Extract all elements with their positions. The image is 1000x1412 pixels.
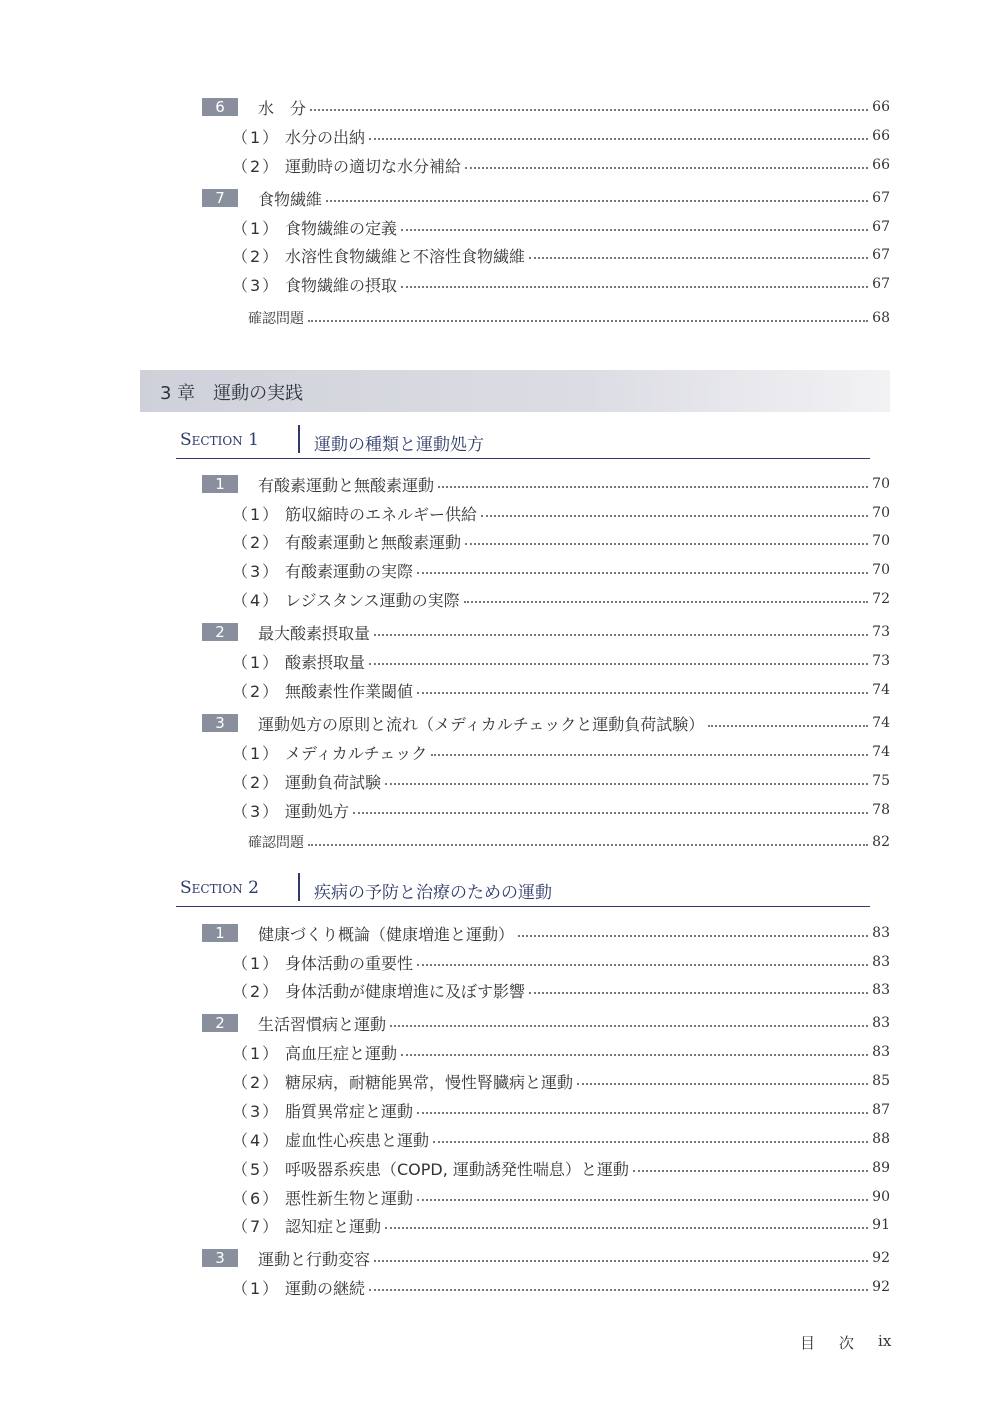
entry-number-box: 7 [202, 189, 238, 207]
entry-number-box: 2 [202, 1014, 238, 1032]
entry-line [258, 1247, 890, 1270]
toc-entry [0, 304, 1000, 332]
entry-line [285, 154, 890, 177]
toc-entry [0, 270, 1000, 298]
entry-line [285, 770, 890, 793]
toc-entry [0, 948, 1000, 976]
section-2-heading [176, 876, 870, 907]
dot-leader [438, 486, 868, 488]
section-2-label: Section 2 [180, 878, 259, 898]
toc-entry [0, 184, 1000, 212]
toc-entry [0, 499, 1000, 527]
entry-sub-number: （3） [232, 801, 281, 821]
entry-page-number: 91 [872, 1217, 890, 1233]
entry-title: 身体活動の重要性 [285, 953, 414, 973]
dot-leader [465, 167, 868, 169]
entry-sub-number: （2） [232, 1072, 281, 1092]
entry-title: 有酸素運動の実際 [285, 561, 414, 581]
entry-page-number: 85 [872, 1073, 890, 1089]
dot-leader [417, 1199, 868, 1201]
section-2-title: 疾病の予防と治療のための運動 [314, 883, 552, 903]
entry-line [285, 125, 890, 148]
section-1-label: Section 1 [180, 430, 259, 450]
entry-page-number: 68 [872, 310, 890, 326]
entry-page-number: 87 [872, 1102, 890, 1118]
entry-line [285, 1214, 890, 1237]
entry-page-number: 67 [872, 276, 890, 292]
entry-line [285, 799, 890, 822]
dot-leader [431, 754, 868, 756]
dot-leader [518, 935, 868, 937]
dot-leader [374, 634, 868, 636]
entry-title: 運動時の適切な水分補給 [285, 156, 462, 176]
footer-label-2: 次 [839, 1334, 855, 1352]
entry-page-number: 83 [872, 1044, 890, 1060]
dot-leader [369, 663, 868, 665]
entry-page-number: 66 [872, 157, 890, 173]
footer-label-1: 目 [800, 1334, 816, 1352]
section-1-heading [176, 428, 870, 459]
entry-title: 有酸素運動と無酸素運動 [258, 475, 435, 495]
entry-sub-number: （7） [232, 1216, 281, 1236]
entry-line [285, 1099, 890, 1122]
entry-page-number: 90 [872, 1189, 890, 1205]
entry-title: 脂質異常症と運動 [285, 1101, 414, 1121]
entry-number-box: 1 [202, 924, 238, 942]
entry-line [285, 650, 890, 673]
dot-leader [481, 515, 868, 517]
dot-leader [401, 1054, 868, 1056]
toc-entry [0, 122, 1000, 150]
toc-entry [0, 1154, 1000, 1182]
entry-title: 高血圧症と運動 [285, 1043, 398, 1063]
entry-page-number: 70 [872, 505, 890, 521]
entry-sub-number: （3） [232, 1101, 281, 1121]
entry-number-box: 1 [202, 475, 238, 493]
entry-line [285, 741, 890, 764]
toc-entry [0, 241, 1000, 269]
entry-number-box: 3 [202, 714, 238, 732]
entry-title: 悪性新生物と運動 [285, 1188, 414, 1208]
toc-entry [0, 976, 1000, 1004]
entry-line [285, 588, 890, 611]
entry-line [258, 922, 890, 945]
entry-page-number: 72 [872, 591, 890, 607]
entry-title: 酸素摂取量 [285, 652, 366, 672]
entry-sub-number: （3） [232, 275, 281, 295]
entry-page-number: 83 [872, 954, 890, 970]
dot-leader [464, 601, 869, 603]
chapter-title: 3 章 運動の実践 [160, 383, 304, 404]
entry-title: 身体活動が健康増進に及ぼす影響 [285, 981, 526, 1001]
dot-leader [385, 1227, 868, 1229]
entry-sub-number: （2） [232, 532, 281, 552]
entry-title: 水溶性食物繊維と不溶性食物繊維 [285, 246, 526, 266]
entry-page-number: 73 [872, 624, 890, 640]
entry-page-number: 70 [872, 476, 890, 492]
entry-title: 健康づくり概論（健康増進と運動） [258, 924, 515, 944]
entry-sub-number: （1） [232, 504, 281, 524]
dot-leader [417, 572, 868, 574]
entry-page-number: 67 [872, 190, 890, 206]
dot-leader [465, 543, 868, 545]
page-footer [800, 1332, 891, 1353]
dot-leader [633, 1170, 868, 1172]
entry-sub-number: （3） [232, 561, 281, 581]
entry-sub-number: （6） [232, 1188, 281, 1208]
entry-title: 食物繊維の摂取 [285, 275, 398, 295]
entry-line [285, 559, 890, 582]
toc-entry [0, 527, 1000, 555]
toc-entry [0, 1211, 1000, 1239]
entry-line [258, 187, 890, 210]
section-1-title: 運動の種類と運動処方 [314, 435, 484, 455]
entry-page-number: 89 [872, 1160, 890, 1176]
entry-title: 認知症と運動 [285, 1216, 382, 1236]
entry-title: 生活習慣病と運動 [258, 1014, 387, 1034]
entry-title: 虚血性心疾患と運動 [285, 1130, 430, 1150]
entry-page-number: 88 [872, 1131, 890, 1147]
entry-title: 無酸素性作業閾値 [285, 681, 414, 701]
entry-line [285, 979, 890, 1002]
entry-title: 運動の継続 [285, 1278, 366, 1298]
entry-line [285, 1128, 890, 1151]
dot-leader [417, 692, 868, 694]
entry-line [248, 832, 890, 852]
toc-entry [0, 1038, 1000, 1066]
toc-entry [0, 93, 1000, 121]
toc-entry [0, 213, 1000, 241]
toc-entry [0, 796, 1000, 824]
entry-page-number: 74 [872, 744, 890, 760]
dot-leader [310, 109, 868, 111]
entry-number-box: 2 [202, 623, 238, 641]
dot-leader [529, 992, 868, 994]
entry-page-number: 70 [872, 533, 890, 549]
entry-page-number: 78 [872, 802, 890, 818]
entry-title: 運動負荷試験 [285, 772, 382, 792]
entry-page-number: 82 [872, 834, 890, 850]
toc-entry [0, 151, 1000, 179]
entry-page-number: 83 [872, 982, 890, 998]
entry-page-number: 67 [872, 219, 890, 235]
toc-entry [0, 676, 1000, 704]
dot-leader [374, 1260, 868, 1262]
entry-line [285, 951, 890, 974]
entry-line [258, 473, 890, 496]
entry-title: 糖尿病，耐糖能異常，慢性腎臓病と運動 [285, 1072, 574, 1092]
entry-line [285, 244, 890, 267]
entry-title: 呼吸器系疾患（COPD, 運動誘発性喘息）と運動 [285, 1159, 629, 1179]
footer-page-number: ix [878, 1332, 892, 1350]
toc-entry [0, 919, 1000, 947]
entry-page-number: 92 [872, 1279, 890, 1295]
entry-number-box: 3 [202, 1249, 238, 1267]
toc-entry [0, 1273, 1000, 1301]
entry-title: 有酸素運動と無酸素運動 [285, 532, 462, 552]
entry-title: 水分の出納 [285, 127, 366, 147]
entry-sub-number: （2） [232, 681, 281, 701]
dot-leader [353, 812, 868, 814]
toc-entry [0, 1009, 1000, 1037]
dot-leader [326, 200, 868, 202]
entry-line [248, 308, 890, 328]
entry-title: 食物繊維の定義 [285, 218, 398, 238]
entry-page-number: 73 [872, 653, 890, 669]
dot-leader [577, 1083, 868, 1085]
entry-line [285, 1186, 890, 1209]
toc-entry [0, 556, 1000, 584]
entry-title: 運動処方の原則と流れ（メディカルチェックと運動負荷試験） [258, 714, 705, 734]
dot-leader [308, 844, 868, 846]
entry-page-number: 74 [872, 682, 890, 698]
dot-leader [708, 725, 868, 727]
section-divider [298, 873, 300, 901]
entry-title: 最大酸素摂取量 [258, 623, 371, 643]
entry-title: 運動と行動変容 [258, 1249, 371, 1269]
entry-sub-number: （1） [232, 953, 281, 973]
entry-sub-number: （1） [232, 127, 281, 147]
toc-entry [0, 470, 1000, 498]
entry-title: 確認問題 [248, 835, 304, 851]
toc-entry [0, 828, 1000, 856]
entry-page-number: 83 [872, 1015, 890, 1031]
entry-page-number: 83 [872, 925, 890, 941]
entry-page-number: 75 [872, 773, 890, 789]
entry-sub-number: （2） [232, 772, 281, 792]
dot-leader [390, 1025, 868, 1027]
entry-sub-number: （1） [232, 218, 281, 238]
entry-sub-number: （1） [232, 743, 281, 763]
entry-line [285, 679, 890, 702]
entry-title: 確認問題 [248, 311, 304, 327]
entry-title: 筋収縮時のエネルギー供給 [285, 504, 478, 524]
dot-leader [529, 257, 868, 259]
dot-leader [308, 320, 868, 322]
entry-page-number: 67 [872, 247, 890, 263]
entry-page-number: 66 [872, 99, 890, 115]
dot-leader [369, 138, 868, 140]
toc-entry [0, 1125, 1000, 1153]
toc-entry [0, 738, 1000, 766]
entry-sub-number: （1） [232, 1278, 281, 1298]
entry-title: 食物繊維 [258, 189, 323, 209]
entry-title: レジスタンス運動の実際 [285, 590, 460, 610]
dot-leader [433, 1141, 868, 1143]
entry-line [285, 273, 890, 296]
dot-leader [401, 286, 868, 288]
entry-line [285, 530, 890, 553]
entry-sub-number: （1） [232, 1043, 281, 1063]
dot-leader [369, 1289, 868, 1291]
entry-sub-number: （1） [232, 652, 281, 672]
toc-entry [0, 1067, 1000, 1095]
entry-sub-number: （4） [232, 590, 281, 610]
entry-title: 運動処方 [285, 801, 350, 821]
toc-entry [0, 1244, 1000, 1272]
entry-line [285, 1041, 890, 1064]
entry-sub-number: （5） [232, 1159, 281, 1179]
entry-sub-number: （2） [232, 156, 281, 176]
entry-page-number: 66 [872, 128, 890, 144]
dot-leader [385, 783, 868, 785]
entry-line [258, 96, 890, 119]
entry-line [285, 1070, 890, 1093]
entry-page-number: 92 [872, 1250, 890, 1266]
dot-leader [417, 964, 868, 966]
entry-number-box: 6 [202, 98, 238, 116]
entry-line [285, 502, 890, 525]
entry-sub-number: （2） [232, 246, 281, 266]
entry-title: メディカルチェック [285, 743, 428, 763]
section-divider [298, 425, 300, 453]
toc-entry [0, 1183, 1000, 1211]
entry-line [285, 1276, 890, 1299]
entry-page-number: 74 [872, 715, 890, 731]
toc-entry [0, 709, 1000, 737]
toc-entry [0, 647, 1000, 675]
toc-entry [0, 618, 1000, 646]
dot-leader [401, 229, 868, 231]
dot-leader [417, 1112, 868, 1114]
entry-title: 水 分 [258, 98, 307, 118]
entry-line [258, 621, 890, 644]
chapter-bar [140, 370, 890, 412]
entry-sub-number: （4） [232, 1130, 281, 1150]
toc-entry [0, 1096, 1000, 1124]
entry-line [285, 1157, 890, 1180]
toc-entry [0, 585, 1000, 613]
entry-line [258, 1012, 890, 1035]
entry-line [285, 216, 890, 239]
entry-line [258, 712, 890, 735]
entry-page-number: 70 [872, 562, 890, 578]
toc-entry [0, 767, 1000, 795]
entry-sub-number: （2） [232, 981, 281, 1001]
